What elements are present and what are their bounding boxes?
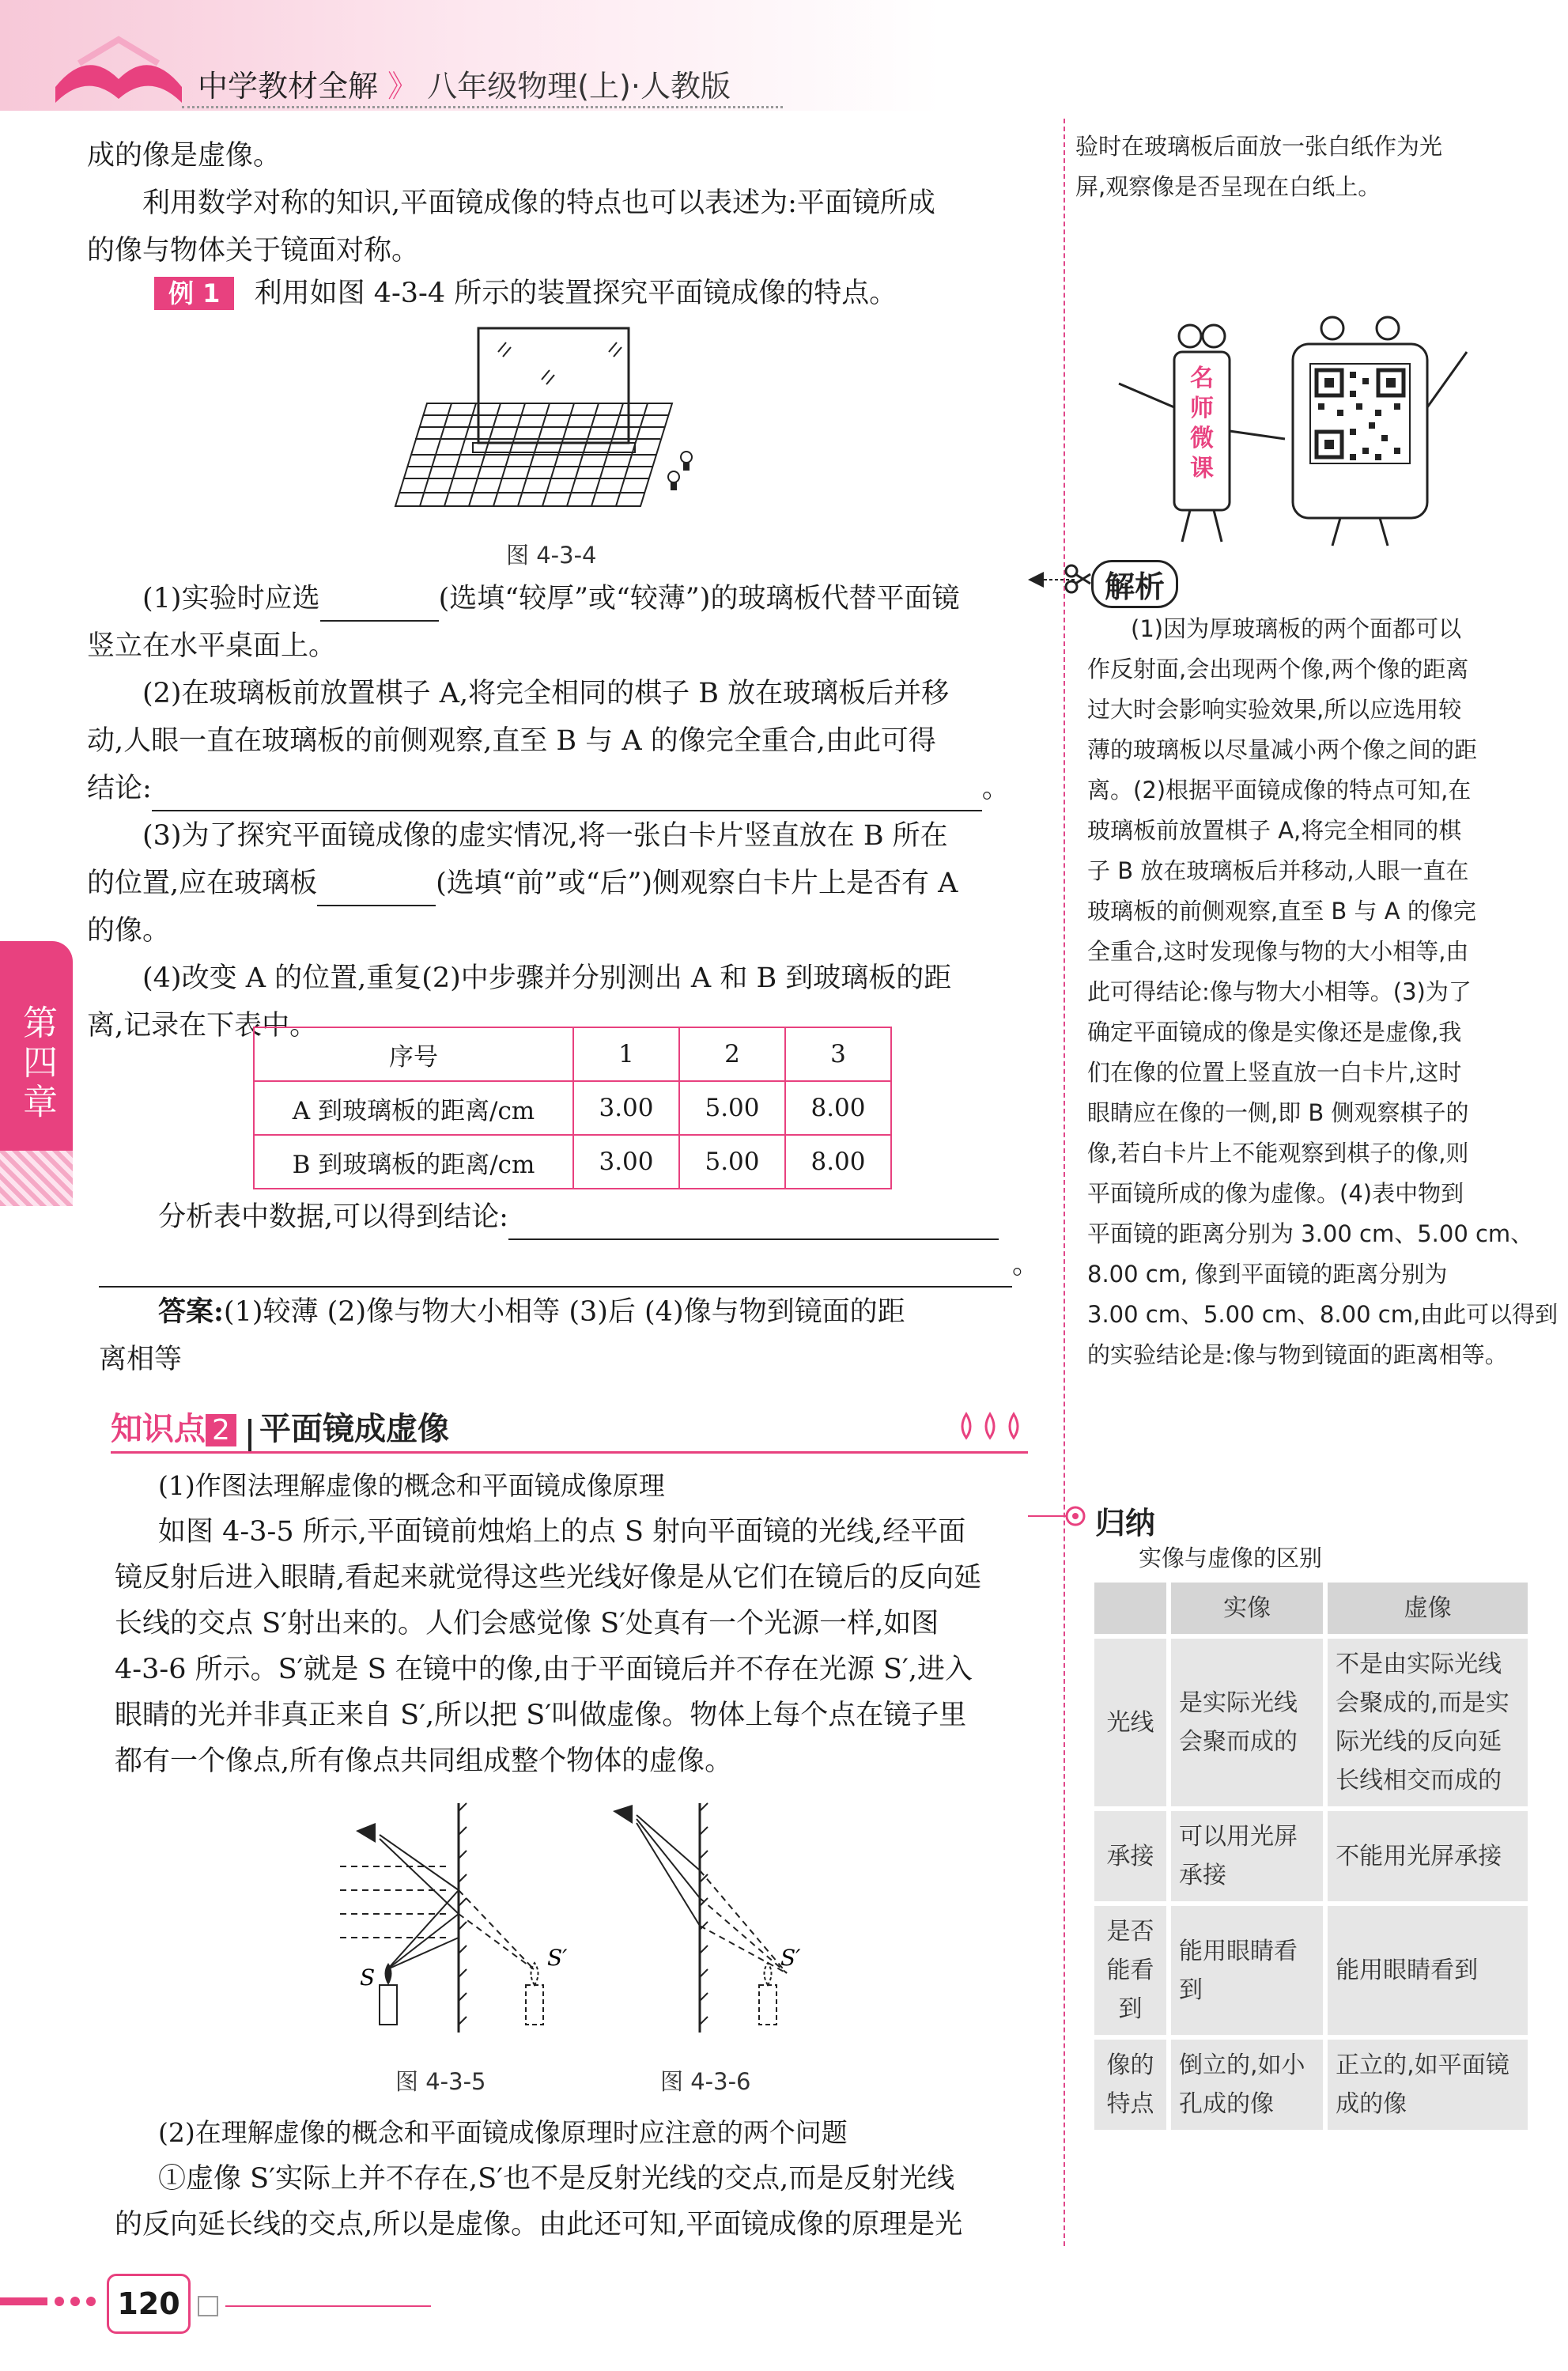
table-row xyxy=(254,1081,891,1135)
analysis-line: 离。(2)根据平面镜成像的特点可知,在 xyxy=(1087,777,1472,804)
question-text: (选填“前”或“后”)侧观察白卡片上是否有 A xyxy=(436,868,958,899)
chapter-tab: 第四章 xyxy=(0,941,73,1186)
knowledge-point-heading xyxy=(111,1404,449,1454)
comparison-table xyxy=(1090,1578,1532,2135)
table-cell: 虚像 xyxy=(1328,1583,1528,1634)
point-s-prime-label: S′ xyxy=(547,1945,568,1971)
answer-line xyxy=(158,1289,905,1335)
analysis-line: 3.00 cm、5.00 cm、8.00 cm,由此可以得到 xyxy=(1087,1301,1559,1328)
figure-4-3-4 xyxy=(380,320,712,518)
question-text: (1)实验时应选 xyxy=(142,583,320,614)
paragraph: 利用数学对称的知识,平面镜成像的特点也可以表述为:平面镜所成 xyxy=(142,187,935,219)
table-row xyxy=(1094,2040,1528,2130)
paragraph: 眼睛的光并非真正来自 S′,所以把 S′叫做虚像。物体上每个点在镜子里 xyxy=(115,1700,967,1731)
kp-title: 平面镜成虚像 xyxy=(259,1411,449,1447)
question-2-blank-line xyxy=(87,766,1010,811)
analysis-line-2 xyxy=(99,1242,1040,1288)
table-cell: 能用眼睛看到 xyxy=(1328,1906,1528,2035)
qr-code-icon[interactable] xyxy=(1310,364,1410,463)
summary-title: 实像与虚像的区别 xyxy=(1139,1545,1323,1571)
analysis-line: 此可得结论:像与物大小相等。(3)为了 xyxy=(1087,978,1472,1005)
analysis-line: 过大时会影响实验效果,所以应选用较 xyxy=(1087,696,1462,723)
table-cell: 是实际光线会聚而成的 xyxy=(1171,1639,1323,1806)
paragraph: 4-3-6 所示。S′就是 S 在镜中的像,由于平面镜后并不存在光源 S′,进入 xyxy=(115,1654,973,1685)
analysis-line: 确定平面镜成的像是实像还是虚像,我 xyxy=(1087,1019,1462,1046)
table-cell: 5.00 xyxy=(679,1081,785,1135)
period: 。 xyxy=(981,773,1010,804)
analysis-line: 平面镜的距离分别为 3.00 cm、5.00 cm、 xyxy=(1087,1220,1534,1247)
analysis-line: 像,若白卡片上不能观察到棋子的像,则 xyxy=(1087,1140,1469,1167)
point-s-label: S xyxy=(360,1964,376,1991)
table-cell: B 到玻璃板的距离/cm xyxy=(254,1135,573,1189)
table-cell: 正立的,如平面镜成的像 xyxy=(1328,2040,1528,2130)
summary-label: 归纳 xyxy=(1095,1506,1156,1541)
mascot-char: 微 xyxy=(1190,425,1214,452)
table-cell: 可以用光屏承接 xyxy=(1171,1811,1323,1901)
analysis-body xyxy=(1087,609,1558,1375)
answer-text: 离相等 xyxy=(99,1344,183,1375)
paragraph: 长线的交点 S′射出来的。人们会感觉像 S′处真有一个光源一样,如图 xyxy=(115,1608,939,1639)
table-cell: 不能用光屏承接 xyxy=(1328,1811,1528,1901)
paragraph: ①虚像 S′实际上并不存在,S′也不是反射光线的交点,而是反射光线 xyxy=(158,2163,955,2195)
figure-caption: 图 4-3-4 xyxy=(506,542,597,569)
table-cell: 8.00 xyxy=(785,1135,891,1189)
mascot-char: 课 xyxy=(1190,455,1214,482)
paragraph: 离,记录在下表中。 xyxy=(87,1010,318,1042)
kp-number: 2 xyxy=(206,1414,236,1446)
answer-text: (1)较薄 (2)像与物大小相等 (3)后 (4)像与物到镜面的距 xyxy=(223,1296,905,1328)
answer-blank[interactable] xyxy=(317,878,436,906)
paragraph: (2)在理解虚像的概念和平面镜成像原理时应注意的两个问题 xyxy=(158,2117,848,2148)
table-cell: 实像 xyxy=(1171,1583,1323,1634)
table-cell: 3.00 xyxy=(573,1135,679,1189)
analysis-line: 平面镜所成的像为虚像。(4)表中物到 xyxy=(1087,1180,1464,1207)
book-name: 中学教材全解 xyxy=(198,69,379,104)
table-cell: 像的特点 xyxy=(1094,2040,1166,2130)
table-cell: 序号 xyxy=(254,1027,573,1081)
page-number: 120 xyxy=(107,2274,191,2334)
table-cell: 2 xyxy=(679,1027,785,1081)
book-subject: 八年级物理(上)·人教版 xyxy=(427,69,731,104)
figure-caption: 图 4-3-6 xyxy=(660,2068,751,2095)
book-logo-icon xyxy=(47,32,190,111)
table-cell: 是否能看到 xyxy=(1094,1906,1166,2035)
target-pointer-icon xyxy=(1028,1504,1091,1528)
analysis-line: 薄的玻璃板以尽量减小两个像之间的距 xyxy=(1087,736,1478,763)
analysis-line: 8.00 cm, 像到平面镜的距离分别为 xyxy=(1087,1261,1448,1288)
data-table xyxy=(253,1027,892,1189)
analysis-line: 们在像的位置上竖直放一白卡片,这时 xyxy=(1087,1059,1462,1086)
question-text: 的位置,应在玻璃板 xyxy=(87,868,318,899)
kp-underline xyxy=(111,1451,1028,1454)
side-paragraph: 屏,观察像是否呈现在白纸上。 xyxy=(1075,173,1381,200)
paragraph: (2)在玻璃板前放置棋子 A,将完全相同的棋子 B 放在玻璃板后并移 xyxy=(142,678,950,709)
question-text: 分析表中数据,可以得到结论: xyxy=(158,1201,508,1233)
question-text: (选填“较厚”或“较薄”)的玻璃板代替平面镜 xyxy=(438,583,960,614)
point-s-prime-label: S′ xyxy=(780,1945,801,1971)
table-cell: 倒立的,如小孔成的像 xyxy=(1171,2040,1323,2130)
table-cell: 1 xyxy=(573,1027,679,1081)
table-header-row xyxy=(254,1027,891,1081)
example-text: 利用如图 4-3-4 所示的装置探究平面镜成像的特点。 xyxy=(254,278,897,309)
table-cell: 不是由实际光线会聚成的,而是实际光线的反向延长线相交而成的 xyxy=(1328,1639,1528,1806)
mascot-label xyxy=(1177,364,1226,484)
analysis-label: 解析 xyxy=(1091,560,1178,608)
figure-4-3-5 xyxy=(340,1795,585,2040)
header-title xyxy=(198,62,731,105)
table-cell: 承接 xyxy=(1094,1811,1166,1901)
table-row xyxy=(1094,1811,1528,1901)
paragraph: 镜反射后进入眼睛,看起来就觉得这些光线好像是从它们在镜后的反向延 xyxy=(115,1562,982,1594)
paragraph: 的反向延长线的交点,所以是虚像。由此还可知,平面镜成像的原理是光 xyxy=(115,2209,963,2241)
table-cell: 能用眼睛看到 xyxy=(1171,1906,1323,2035)
analysis-line xyxy=(158,1194,999,1240)
paragraph: 的像。 xyxy=(87,915,171,947)
chapter-tab-stripe xyxy=(0,1151,73,1206)
analysis-line: 的实验结论是:像与物到镜面的距离相等。 xyxy=(1087,1341,1508,1368)
footer-dots-icon xyxy=(0,2290,107,2313)
footer-box-icon xyxy=(198,2296,218,2316)
period: 。 xyxy=(1012,1249,1041,1280)
table-row xyxy=(1094,1639,1528,1806)
table-cell: 8.00 xyxy=(785,1081,891,1135)
difficulty-flames-icon xyxy=(957,1409,1028,1441)
paragraph: 成的像是虚像。 xyxy=(87,140,281,172)
analysis-line: 子 B 放在玻璃板后并移动,人眼一直在 xyxy=(1087,857,1469,884)
paragraph: (1)作图法理解虚像的概念和平面镜成像原理 xyxy=(158,1470,665,1501)
table-cell: 3.00 xyxy=(573,1081,679,1135)
question-3 xyxy=(87,860,958,906)
scissors-icon xyxy=(1064,563,1092,595)
paragraph: 动,人眼一直在玻璃板的前侧观察,直至 B 与 A 的像完全重合,由此可得 xyxy=(87,725,936,757)
answer-blank[interactable] xyxy=(508,1212,999,1240)
table-cell xyxy=(1094,1583,1166,1634)
analysis-line: 全重合,这时发现像与物的大小相等,由 xyxy=(1087,938,1469,965)
table-cell: A 到玻璃板的距离/cm xyxy=(254,1081,573,1135)
table-cell: 5.00 xyxy=(679,1135,785,1189)
paragraph: (4)改变 A 的位置,重复(2)中步骤并分别测出 A 和 B 到玻璃板的距 xyxy=(142,962,952,994)
paragraph: 竖立在水平桌面上。 xyxy=(87,630,337,662)
paragraph: 如图 4-3-5 所示,平面镜前烛焰上的点 S 射向平面镜的光线,经平面 xyxy=(158,1516,966,1548)
table-row xyxy=(254,1135,891,1189)
mascot-char: 师 xyxy=(1190,395,1214,422)
mascot-char: 名 xyxy=(1190,365,1214,392)
answer-blank[interactable] xyxy=(152,783,982,811)
analysis-line: 作反射面,会出现两个像,两个像的距离 xyxy=(1087,656,1469,683)
answer-label: 答案: xyxy=(158,1295,224,1328)
figure-caption: 图 4-3-5 xyxy=(395,2068,486,2095)
answer-blank[interactable] xyxy=(99,1259,1012,1288)
header-dotted-line xyxy=(182,106,783,108)
paragraph: 的像与物体关于镜面对称。 xyxy=(87,235,420,267)
analysis-line: 玻璃板前放置棋子 A,将完全相同的棋 xyxy=(1087,817,1462,844)
question-1 xyxy=(142,576,959,622)
paragraph: 都有一个像点,所有像点共同组成整个物体的虚像。 xyxy=(115,1745,733,1777)
table-row xyxy=(1094,1906,1528,2035)
question-text: 结论: xyxy=(87,773,152,804)
header-separator: 》 xyxy=(387,69,418,104)
teacher-micro-lesson-mascot xyxy=(1103,312,1483,550)
column-divider xyxy=(1064,119,1065,2246)
paragraph: (3)为了探究平面镜成像的虚实情况,将一张白卡片竖直放在 B 所在 xyxy=(142,820,948,852)
analysis-line: (1)因为厚玻璃板的两个面都可以 xyxy=(1131,615,1462,642)
table-cell: 光线 xyxy=(1094,1639,1166,1806)
figure-4-3-6 xyxy=(605,1795,810,2040)
table-cell: 3 xyxy=(785,1027,891,1081)
analysis-line: 玻璃板的前侧观察,直至 B 与 A 的像完 xyxy=(1087,898,1476,925)
example-heading xyxy=(154,270,897,316)
table-header-row xyxy=(1094,1583,1528,1634)
footer-line xyxy=(225,2305,431,2307)
analysis-line: 眼睛应在像的一侧,即 B 侧观察棋子的 xyxy=(1087,1099,1469,1126)
answer-blank[interactable] xyxy=(320,593,439,622)
example-tag: 例 1 xyxy=(154,277,234,310)
kp-label: 知识点 xyxy=(111,1411,206,1447)
kp-bracket xyxy=(248,1419,251,1454)
side-paragraph: 验时在玻璃板后面放一张白纸作为光 xyxy=(1075,133,1443,160)
